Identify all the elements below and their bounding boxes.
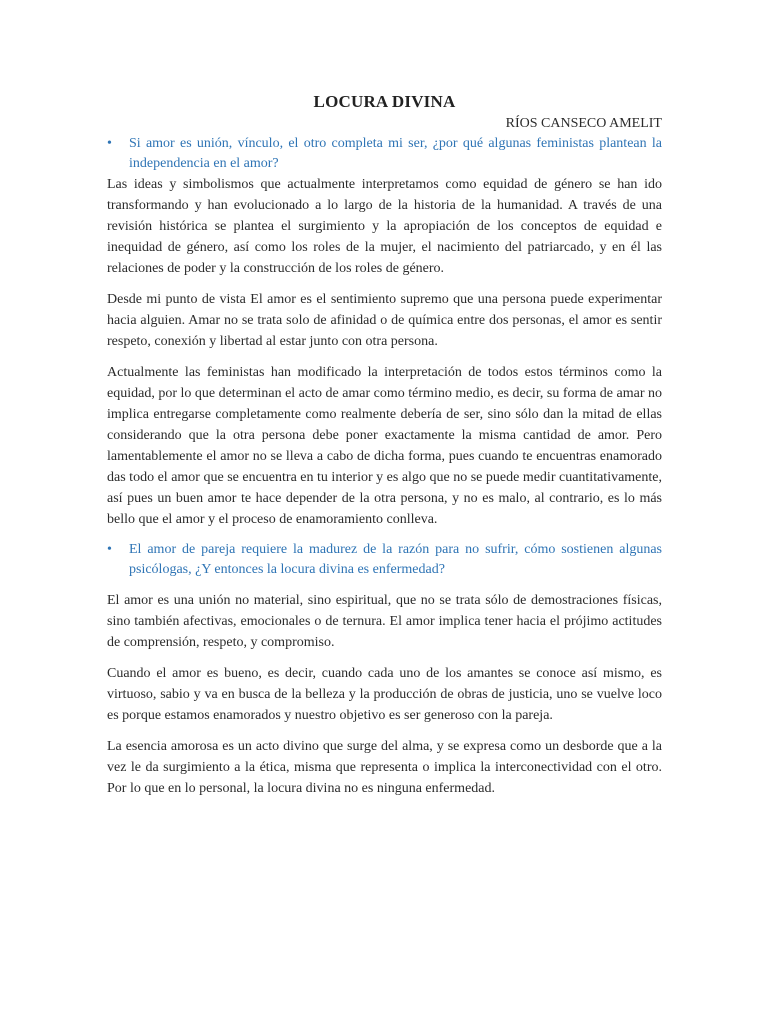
document-author: RÍOS CANSECO AMELIT (505, 116, 662, 131)
paragraph-6: La esencia amorosa es un acto divino que surge del alma, y se expresa como un desborde que a la vez le da surgimiento a la ética, misma que representa o implica la interconectividad con el otro. Por lo que en lo personal, la locura divina no es ninguna enfermedad. (107, 739, 662, 796)
paragraph-5: Cuando el amor es bueno, es decir, cuando cada uno de los amantes se conoce así mismo, es virtuoso, sabio y va en busca de la belleza y la producción de obras de justicia, uno se vuelve loco es porque estamos enamorados y nuestro objetivo es ser generoso con la pareja. (107, 666, 662, 723)
paragraph-2: Desde mi punto de vista El amor es el sentimiento supremo que una persona puede experimentar hacia alguien. Amar no se trata solo de afinidad o de química entre dos personas, el amor es sentir respeto, conexión y libertad al estar junto con otra persona. (107, 292, 662, 349)
question-2-text: El amor de pareja requiere la madurez de la razón para no sufrir, cómo sostienen algunas psicólogas, ¿Y entonces la locura divina es enfermedad? (129, 542, 662, 577)
document-page (107, 90, 662, 799)
paragraph-1: Las ideas y simbolismos que actualmente interpretamos como equidad de género se han ido transformando y han evolucionado a lo largo de la historia de la humanidad. A través de una revisión histórica se plantea el surgimiento y la apropiación de los conceptos de equidad e inequidad de género, así como los roles de la mujer, el nacimiento del patriarcado, y en él las relaciones de poder y la construcción de los roles de género. (107, 177, 662, 276)
paragraph-4: El amor es una unión no material, sino espiritual, que no se trata sólo de demostraciones físicas, sino también afectivas, emocionales o de ternura. El amor implica tener hacia el prójimo actitudes de comprensión, respeto, y compromiso. (107, 593, 662, 650)
question-1 (107, 134, 662, 174)
bullet-icon: • (107, 542, 112, 557)
document-title: LOCURA DIVINA (313, 92, 456, 111)
bullet-icon: • (107, 136, 112, 151)
question-2 (107, 540, 662, 580)
question-1-text: Si amor es unión, vínculo, el otro completa mi ser, ¿por qué algunas feministas plantean la independencia en el amor? (129, 136, 662, 171)
paragraph-3: Actualmente las feministas han modificado la interpretación de todos estos términos como la equidad, por lo que determinan el acto de amar como término medio, es decir, su forma de amar no implica entregarse completamente como realmente debería de ser, sino sólo dan la mitad de ellas considerando que la otra persona debe poner exactamente la misma cantidad de amor. Pero lamentablemente el amor no se lleva a cabo de dicha forma, pues cuando te encuentras enamorado das todo el amor que se encuentra en tu interior y es algo que no se puede medir cuantitativamente, así pues un buen amor te hace depender de la otra persona, y no es malo, al contrario, es lo más bello que el amor y el proceso de enamoramiento conlleva. (107, 365, 662, 527)
